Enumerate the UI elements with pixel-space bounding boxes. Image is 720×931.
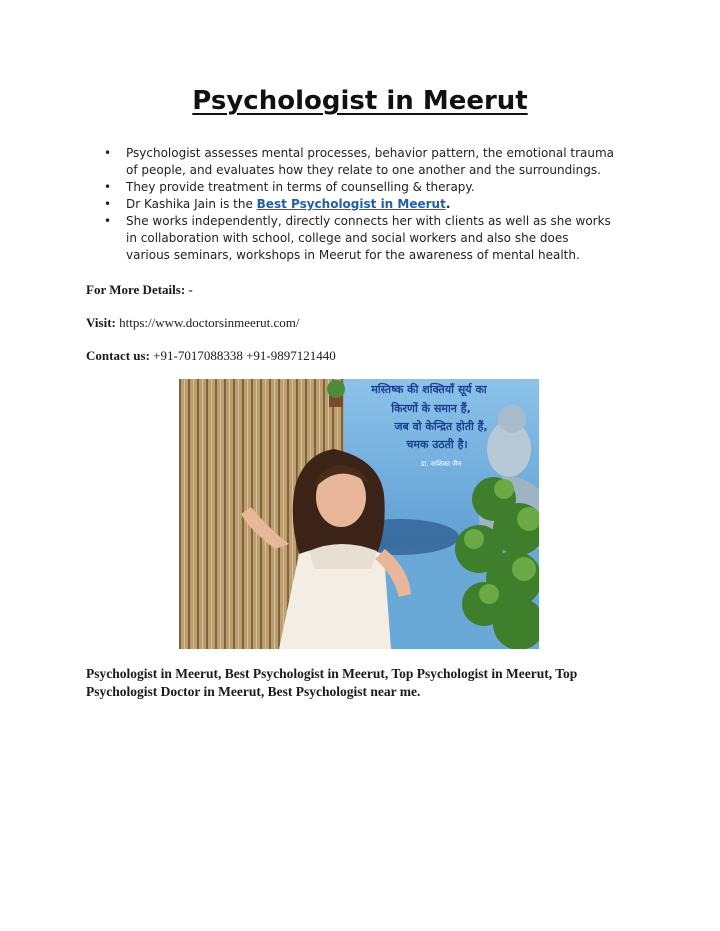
list-item (86, 179, 616, 196)
website-url[interactable]: https://www.doctorsinmeerut.com/ (119, 315, 300, 330)
phone-numbers: +91-7017088338 +91-9897121440 (153, 348, 336, 363)
bullet-text: Psychologist assesses mental processes, behavior pattern, the emotional trauma of people, and evaluates how they relate to one another and the surroundings. (126, 146, 615, 177)
page-title: Psychologist in Meerut (192, 86, 528, 116)
bullet-list (86, 145, 616, 264)
bullet-text: She works independently, directly connects her with clients as well as she works in collaboration with school, college and social workers and also she does various seminars, workshops in Meerut for the awareness of mental health. (126, 214, 611, 262)
doctor-photo (179, 379, 539, 649)
svg-text:जब वो केन्द्रित होती हैं,: जब वो केन्द्रित होती हैं, (394, 420, 488, 433)
keywords-footer: Psychologist in Meerut, Best Psychologist in Meerut, Top Psychologist in Meerut, Top Psychologist Doctor in Meerut, Best Psychologist near me. (86, 666, 578, 699)
visit-label: Visit: (86, 315, 116, 330)
svg-text:चमक उठती है।: चमक उठती है। (406, 438, 468, 451)
best-psychologist-link[interactable]: Best Psychologist in Meerut (256, 197, 446, 211)
photo-illustration (179, 379, 539, 649)
visit-line (86, 315, 300, 331)
svg-text:मस्तिष्क की शक्तियाँ सूर्य का: मस्तिष्क की शक्तियाँ सूर्य का (371, 383, 487, 396)
contact-line (86, 348, 336, 364)
bullet-text: Dr Kashika Jain is the (126, 197, 257, 211)
svg-text:डा. कशिका जैन: डा. कशिका जैन (420, 460, 462, 468)
list-item (86, 196, 616, 213)
list-item (86, 213, 616, 264)
bullet-text: They provide treatment in terms of counselling & therapy. (126, 180, 475, 194)
list-item (86, 145, 616, 179)
contact-label: Contact us: (86, 348, 150, 363)
details-heading: For More Details: - (86, 282, 193, 297)
bullet-suffix: . (445, 197, 451, 211)
svg-text:किरणों के समान हैं,: किरणों के समान हैं, (391, 402, 471, 415)
